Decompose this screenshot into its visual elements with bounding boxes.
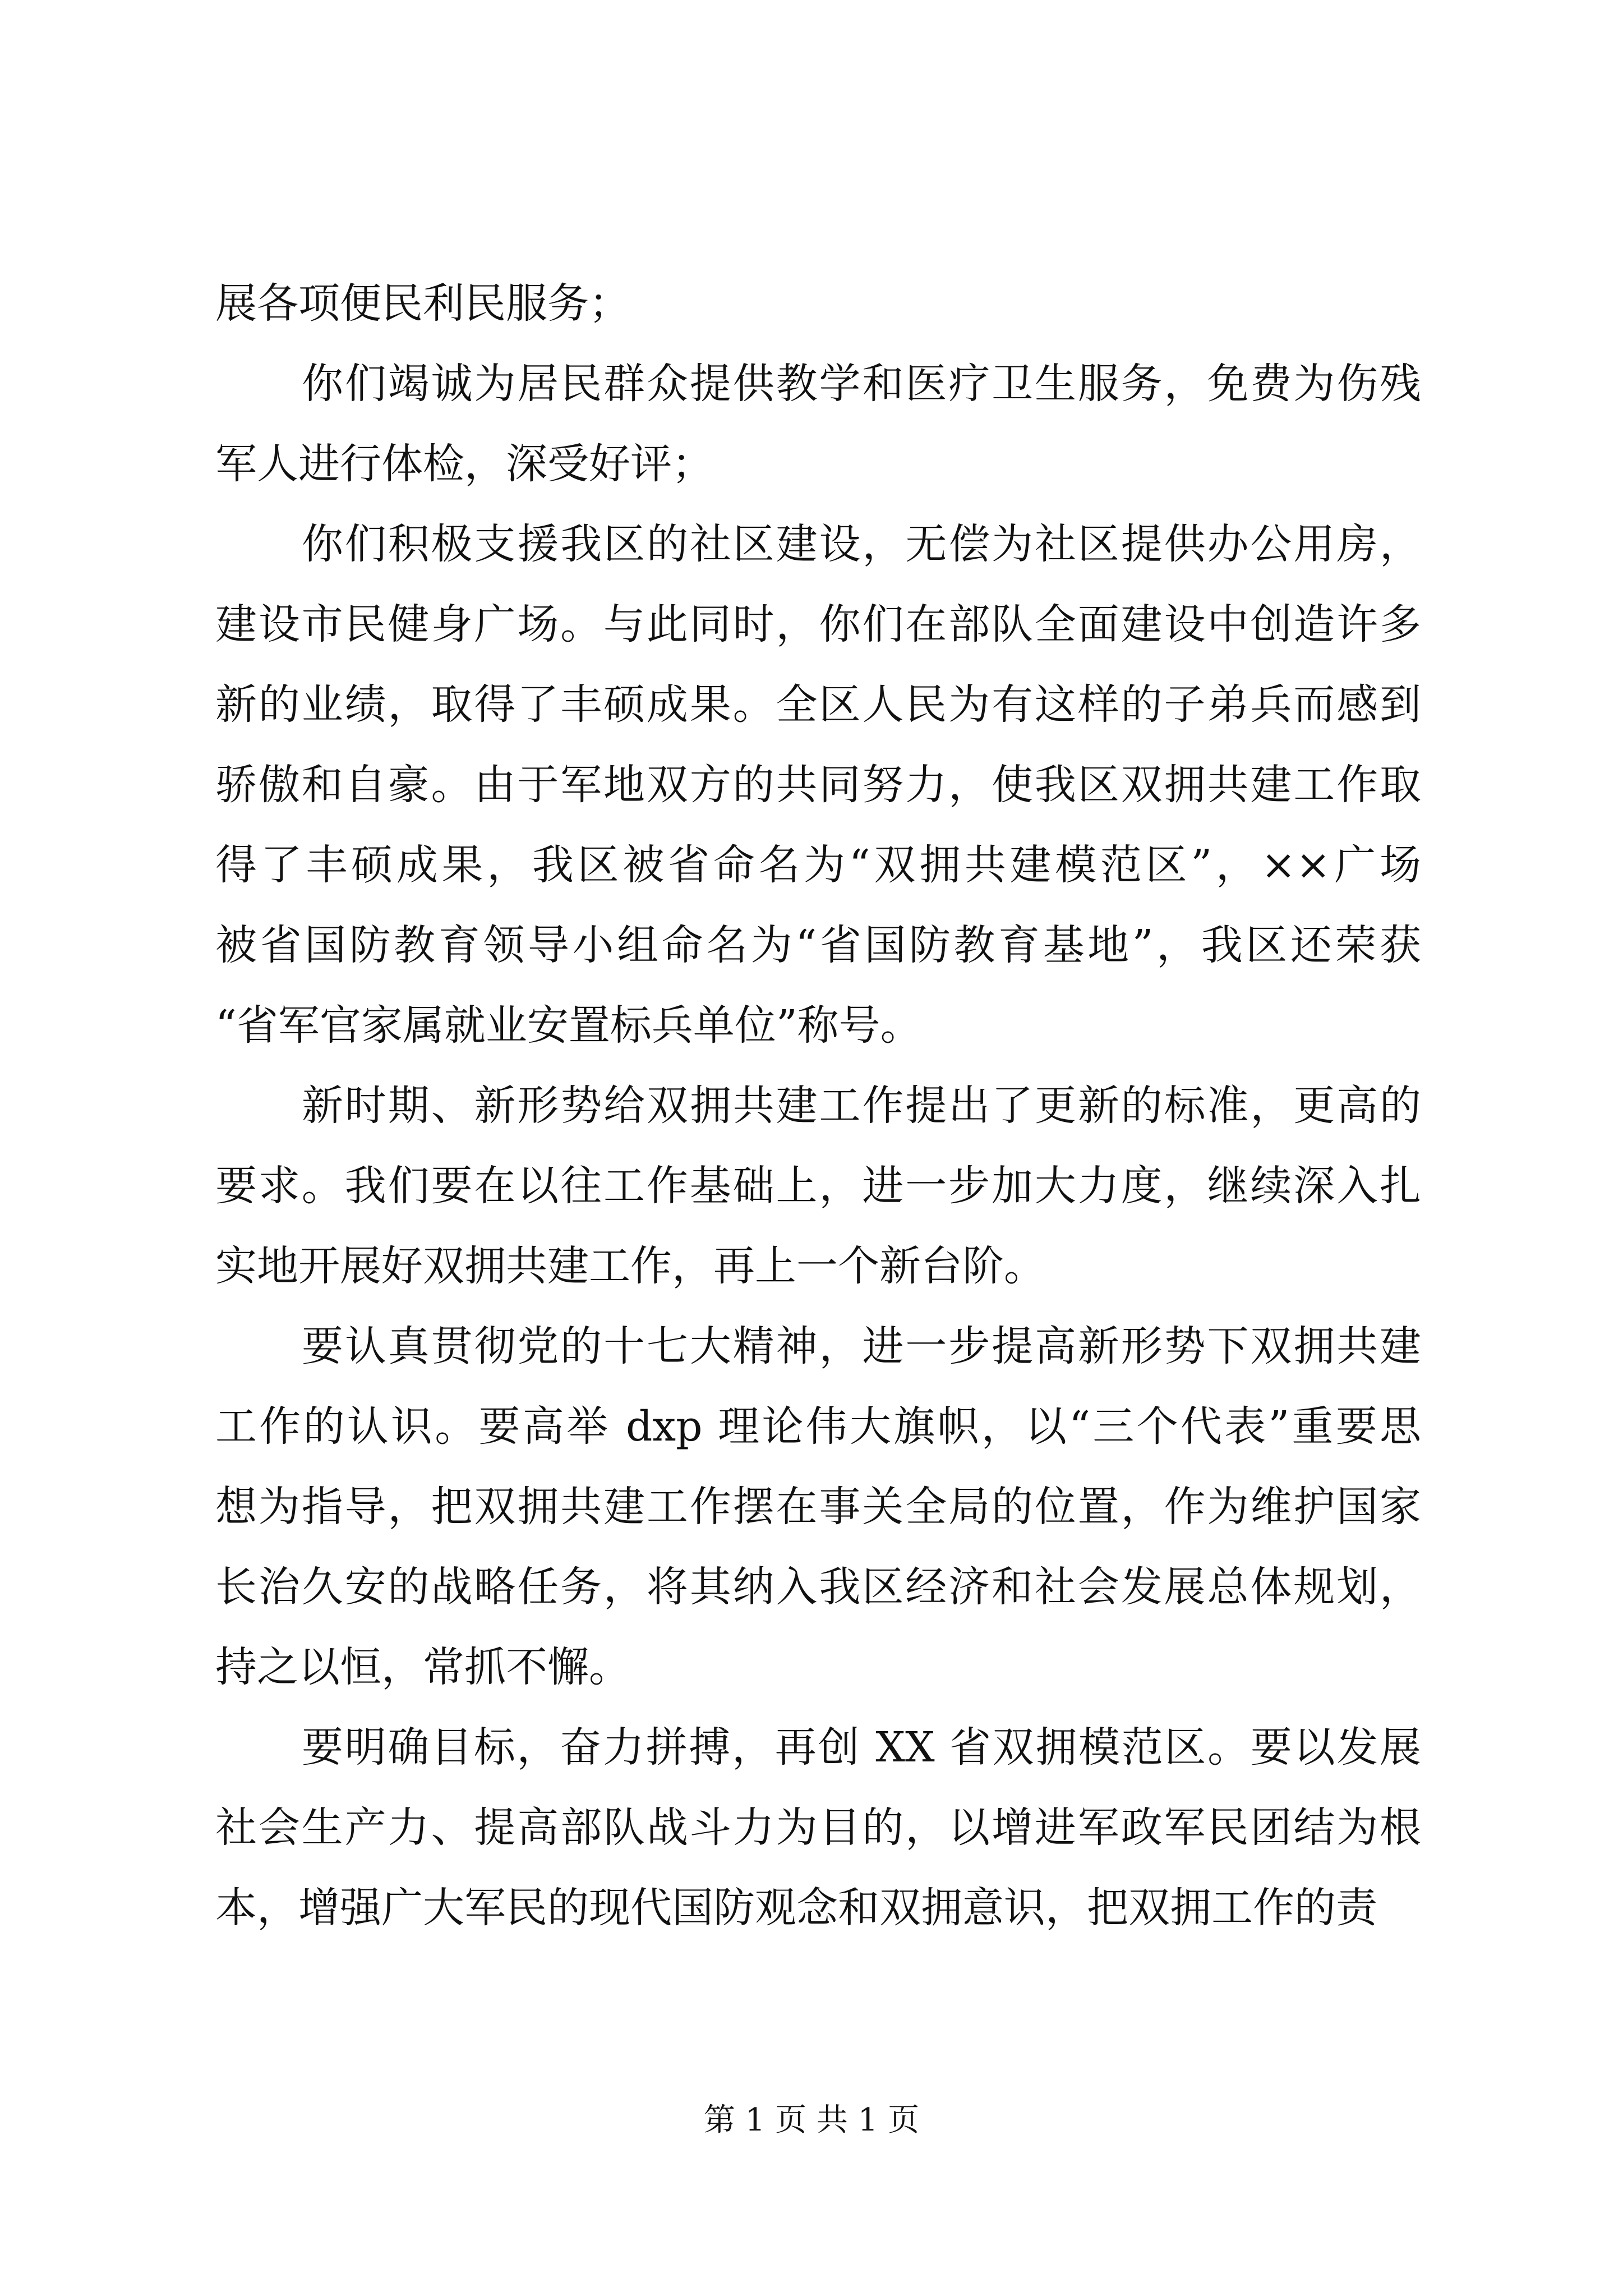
text-line: 要明确目标，奋力拼搏，再创 XX 省双拥模范区。要以发展 xyxy=(302,1723,1421,1772)
paragraph xyxy=(215,1708,1421,1948)
text-line: 你们积极支援我区的社区建设，无偿为社区提供办公用房， xyxy=(302,520,1421,568)
text-line: 新时期、新形势给双拥共建工作提出了更新的标准，更高的 xyxy=(302,1082,1421,1130)
text-line: “省军官家属就业安置标兵单位”称号。 xyxy=(215,1001,922,1050)
paragraph xyxy=(215,344,1421,504)
text-line: 被省国防教育领导小组命名为“省国防教育基地”，我区还荣获 xyxy=(215,921,1421,969)
paragraph xyxy=(215,264,1421,344)
paragraph xyxy=(215,504,1421,1066)
text-line: 想为指导，把双拥共建工作摆在事关全局的位置，作为维护国家 xyxy=(215,1483,1421,1531)
page-footer: 第 1 页 共 1 页 xyxy=(703,2102,920,2138)
text-line: 本，增强广大军民的现代国防观念和双拥意识，把双拥工作的责 xyxy=(215,1884,1377,1932)
text-line: 工作的认识。要高举 dxp 理论伟大旗帜，以“三个代表”重要思 xyxy=(215,1402,1421,1451)
text-line: 展各项便民利民服务； xyxy=(215,279,630,328)
text-line: 得了丰硕成果，我区被省命名为“双拥共建模范区”，××广场 xyxy=(215,841,1421,889)
text-line: 长治久安的战略任务，将其纳入我区经济和社会发展总体规划， xyxy=(215,1563,1421,1611)
text-line: 社会生产力、提高部队战斗力为目的，以增进军政军民团结为根 xyxy=(215,1803,1421,1852)
text-line: 你们竭诚为居民群众提供教学和医疗卫生服务，免费为伤残 xyxy=(302,360,1421,408)
text-line: 骄傲和自豪。由于军地双方的共同努力，使我区双拥共建工作取 xyxy=(215,761,1421,809)
text-line: 建设市民健身广场。与此同时，你们在部队全面建设中创造许多 xyxy=(215,600,1421,648)
text-line: 新的业绩，取得了丰硕成果。全区人民为有这样的子弟兵而感到 xyxy=(215,680,1421,729)
paragraph xyxy=(215,1066,1421,1306)
text-line: 实地开展好双拥共建工作，再上一个新台阶。 xyxy=(215,1242,1045,1290)
text-line: 军人进行体检，深受好评； xyxy=(215,440,713,488)
text-line: 持之以恒，常抓不懈。 xyxy=(215,1643,630,1691)
paragraph xyxy=(215,1306,1421,1708)
document-body xyxy=(215,264,1421,1948)
text-line: 要认真贯彻党的十七大精神，进一步提高新形势下双拥共建 xyxy=(302,1322,1421,1370)
text-line: 要求。我们要在以往工作基础上，进一步加大力度，继续深入扎 xyxy=(215,1162,1421,1210)
